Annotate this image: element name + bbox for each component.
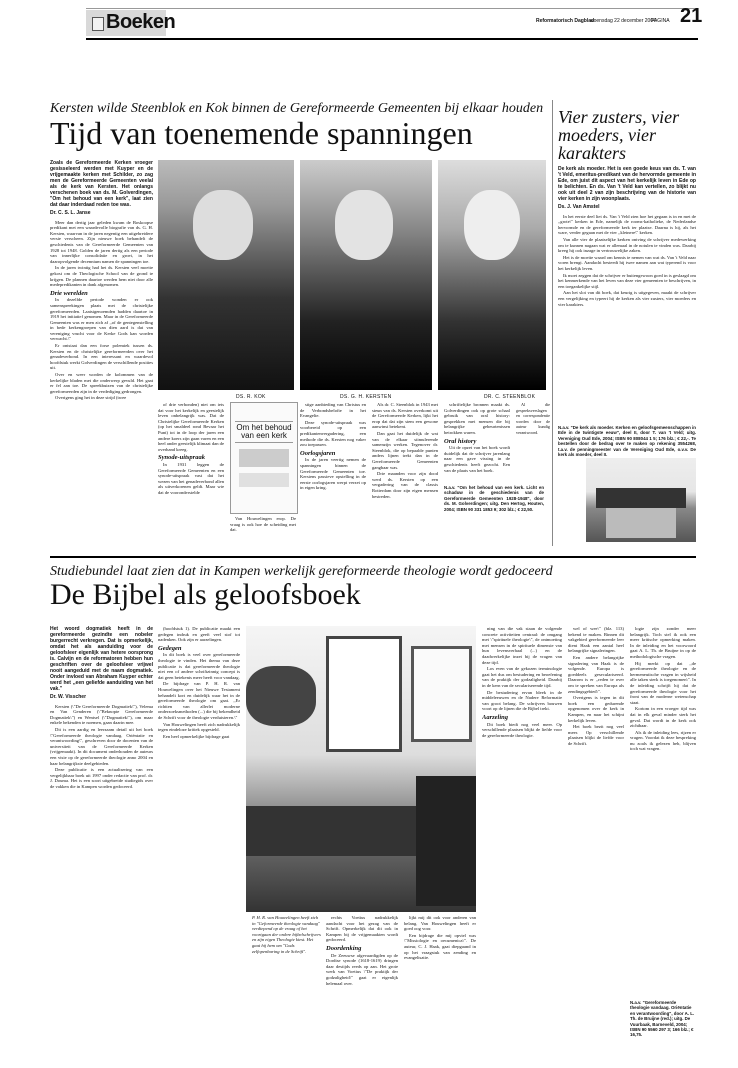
article3-column-1: Het woord dogmatiek heeft in de gereformeerde gezindte een nobeler burgerrecht verkregen. Dat is opmerkelijk, omdat het als aanduiding voor de geloofsleer eigenlijk van hetere oorsprong is. Calvijn en de reformatoren hebben hun geschriften over de geloofsleer vrijwel nooit aangeduid met de naam dogmatiek. Onder invloed van Abraham Kuyper echter werd het ,,een geliefde aanduiding van het vak." Dr. W. Visscher Kersten (\"De Gereformeerde Dogmatiek\"), Velema en Van Genderen (\"Beknopte Gereformeerde Dogmatiek\") en Wentsel (\"Dogmatiek\"), om maar enkele bekenden te noemen, gaan daarin mee. Dit is een aardig en leerzaam detail uit het boek \"Gereformeerde theologie vandaag. Oriëntatie en verantwoording\", geschreven door de docenten van de universiteit van de Gereformeerde Kerken (vrijgemaakt). In dit document onderhouden de auteurs een visie op de gereformeerde theologie anno 2004 en haar belangrijkste deelgebieden. Deze publicatie is een actualisering van een vergelijkbaar boek uit 1997 onder redactie van prof. dr. J. Douma. Het is een soort uitgebreide studiegids over de vakken die in Kampen worden gedoceerd.: [50, 626, 153, 789]
caption-kok: DS. R. KOK: [236, 394, 266, 400]
window: [411, 646, 472, 742]
article3-column-7: logie zijn zonder meer belangrijk. Toch stel ik ook een meer kritische opmerking maken. In de inleiding en het voorwoord gaat A. L. Th. de Bruijne in op de methodologische vragen. Hij merkt op dat ,,de gereformeerde theologie en de hermeneutische vragen in wijsheid alle taken sterk is toegenomen\". In de inleiding schrijft hij dat de gereformeerde theologie voor het front van de moderne wetenschap staat. Kortom in een vroeger tijd was dat in elk geval minder sterk het geval. Dat wordt in de kerk ook zichtbaar. Als ik de inleiding lees, rijzen er vragen. Voordat ik deze bespreking nu zoals ik gelezen heb, blijven toch wat vragen.: [630, 626, 696, 752]
book-cover: [230, 402, 298, 514]
section-title: Boeken: [106, 11, 176, 33]
article3-headline: De Bijbel als geloofsboek: [50, 578, 361, 611]
article3-column-6: wel of wee\" (blz. 113) bekend te maken. Binnen dit vakgebied gereformeerde leer dient Haak een aantal heel belangrijke signaleringen. Een andere belangrijke signalering van Haak is de volgende. Europa is goeddeels geseculariseerd. Daarom is er ,,reden te over om te spreken van Europa als zendingsgebied\". Overigens is tegen in dit boek een gedurende opgenomen over de kerk in Kampen, en naar het schijnt kerkelijk leven. Het boek bezit nog veel meer. Op verschillende plaatsen blijkt de liefde voor de Schrift.: [568, 626, 624, 746]
photo-dr-steenblok: [438, 160, 546, 390]
photo-church-ede: [586, 458, 696, 542]
window: [326, 636, 402, 752]
article2-column: De kerk als moeder. Het is een goede keus van ds. T. van 't Veld, emeritus-predikant van de hervormde gemeente in Ede, om juist dit aspect van het kerkelijk leven in Ede op te belichten. En ds. Van 't Veld kan vertellen, zo blijkt nu ook uit deel 2 van zijn beschrijving van de historie van vier kerken in zijn woonplaats. Ds. J. Van Amstel In het eerste deel liet ds. Van 't Veld zien hoe het gegaan is in en met de ,,grote\" kerken in Ede, namelijk de rooms-katholieke, de Nederlandse hervormde en de gereformeerde kerk ter plaatse. Daarna is hij, als het ware, verder gegaan met de vier ,,kleinere\" kerken. Van alle vier de plaatselijke kerken ontving de schrijver medewerking om te kunnen nagaan wat er allemaal in de notulen te vinden was. Daarbij kreeg hij ook inzage in vertrouwelijke zaken. Het is de moeite waard om kennis te nemen van wat ds. Van 't Veld naar voren brengt. Aandacht besteedt hij twee namen aan wat typerend is voor het kerkelijk leven. Ik moet zeggen dat de schrijver er buitengewoon goed in is geslaagd om het kenmerkende van het leven van deze vier gemeenten te beschrijven, in een toegankelijke stijl. Aan het slot van dit boek, dat keurig is uitgegeven, maakt de schrijver een vergelijking en typeert hij de kerken als vier zusters, vier moeders en vier karakters.: [558, 166, 696, 307]
article1-byline: Dr. C. S. L. Janse: [50, 210, 91, 216]
article3-nav: N.a.v. "Gereformeerde theologie vandaag. Oriëntatie en verantwoording", door A. L. Th. de Bruijne (red.); uitg. De Vuurbaak, Barneveld, 2004; ISBN 90 5560 297 3; 166 blz.; € 16,75.: [630, 1000, 695, 1038]
section-logo: [86, 10, 176, 36]
caption-kersten: DS. G. H. KERSTEN: [340, 394, 392, 400]
article3-subhead-2: Doordenking: [326, 944, 362, 952]
photo-face: [464, 190, 520, 260]
sidebar-divider: [552, 100, 553, 546]
article1-column-3: Van Houwelingen erop. De vraag is ook hoe de scheiding met dat.: [230, 516, 296, 533]
section-divider: [50, 556, 696, 558]
page-date: woensdag 22 december 2004: [590, 18, 656, 24]
logo-square-icon: [92, 17, 104, 31]
church-roof: [596, 488, 686, 508]
article3-kicker: Studiebundel laat zien dat in Kampen werkelijk gereformeerde theologie wordt gedoceerd: [50, 564, 553, 579]
page-number: 21: [680, 5, 703, 27]
article3-column-5: ning van die vak staan de volgende concrete activiteiten centraal: de omgang met \"spirituele theologie\", de ontmoeting met mensen in de spirituele dimensie van hun levensverhaal (...) en de daadwerkelijke inzet bij de vragen van deze tijd. Los even van de gekozen terminologie gaat het dus om bestudering en beoefening van de praktijk der godzaligheid. Daarbij in de kern van de seculariserende tijd. De bestudering ervan bleek in de middeleeuwen en de Nadere Reformatie van groot belang. De schrijvers bouwen voort op de lijnen die de Bijbel trekt. Aarzeling Dit boek biedt nog veel meer. Op verschillende plaatsen blijkt de liefde voor de gereformeerde theologie.: [482, 626, 562, 738]
article1-subhead-2: Synode-uitspraak: [158, 454, 205, 462]
article1-column-2: of drie verbonden) niet om iets dat voor het kerkelijk en geestelijk leven onbelangrijk was. Dat de Christelijke Gereformeerde Kerken (op het smaldeel rond Bevaar het Punt) tot in de loop der jaren een andere koers zijn gaan varen en een heel ander geestelijk klimaat dan de overhand kreeg. Synode-uitspraak In 1931 leggen de Gereformeerde Gemeenten en een synode-uitspraak vast dat het wezen van het genadeverbond allen als uitverkorenen geldt. Maar wie dat de vooronderstelde: [158, 402, 224, 495]
article3-photo-caption: P. H. R. van Houwelingen heeft zich in "Geformeerde theologie vandaag" verdiepend op de vraag of het voortgaan der ordere bijbelschrijvers en zijn eigen Theologie kiest. Het gaat hij hem om "Gods zelfopenbaring in de Schrift".: [252, 915, 321, 954]
book-cover-art: [239, 449, 289, 467]
article1-kicker: Kersten wilde Steenblok en Kok binnen de Gereformeerde Gemeenten bij elkaar houden: [50, 101, 544, 116]
article1-subhead-5: Oral history: [444, 437, 477, 445]
article2-byline: Ds. J. Van Amstel: [558, 204, 600, 210]
header-rule-top: [86, 8, 698, 9]
photo-library: [246, 626, 476, 912]
bookshelf: [416, 776, 476, 906]
article2-headline: Vier zusters, vier moeders, vier karakters: [558, 107, 680, 163]
newspaper-name: Reformatorisch Dagblad: [536, 18, 595, 24]
article1-subhead-1: Drie werelden: [50, 289, 88, 297]
photo-face: [193, 190, 253, 260]
article3-column-2: (hoofdstuk 1). De publicatie maakt een gedegen indruk en geeft veel stof tot nadenken. Ook zijn er aarzelingen. Gedegen In dit boek is veel over gereformeerde theologie te vinden. Het thema van deze publicatie is dat gereformeerde theologie niet een of andere schriftzinnig concept is dat geen betekenis meer heeft voor vandaag. De bijdrage van P. H. R. van Houwelingen over het Nieuwe Testament behandelt kort en duidelijk waar het in de gereformeerde theologie om gaat. ,,Er richtten van allerlei moderne onderzoeksmethoden (...) die bij bekendheid de Schrift voor de theologie verduisteren.\" Van Houwelingen heeft zich nadrukkelijk tegen eindeloze kritiek opgesteld. Een heel opmerkelijke bijdrage gaat: [158, 626, 240, 739]
caption-steenblok: DR. C. STEENBLOK: [484, 394, 536, 400]
article2-lead: De kerk als moeder. Het is een goede keus van ds. T. van 't Veld, emeritus-predikant van de hervormde gemeente in Ede, om juist dit aspect van het kerkelijk leven in Ede op te belichten. En ds. Van 't Veld kan vertellen, zo blijkt nu ook uit deel 2 van zijn beschrijving van de historie van vier kerken in zijn woonplaats.: [558, 166, 696, 202]
book-cover-band: [239, 473, 289, 487]
article3-lead: Het woord dogmatiek heeft in de gereformeerde gezindte een nobeler burgerrecht verkregen. Dat is opmerkelijk, omdat het als aanduiding voor de geloofsleer eigenlijk van hetere oorsprong is. Calvijn en de reformatoren hebben hun geschriften over de geloofsleer vrijwel nooit aangeduid met de naam dogmatiek. Onder invloed van Abraham Kuyper echter werd het ,,een geliefde aanduiding van het vak.": [50, 626, 153, 692]
article1-lead: Zoals de Gereformeerde Kerken vroeger gesisseleerd werden met Kuyper en de vrijgemaakte kerken met Schilder, zo zag men de Gereformeerde Gemeenten veelal als de kerk van Kersten. Het onlangs verschenen boek van ds. M. Golverdingen, "Om het behoud van een kerk", laat zien dat daar inderdaad reden toe was.: [50, 160, 153, 208]
article1-column-6: schriftelijke bronnen maakt ds. Golverdingen ook op grote schaal gebruik van oral history: gesprekken met mensen die bij belangrijke gebeurtenissen betrokken waren. Oral history Uit de opzet van het boek wordt duidelijk dat de schrijver jarenlang naar een gave vissing in de geschiedenis heeft gezocht. Een van de plaats van het boek.: [444, 402, 510, 473]
article3-column-3: rechts Voetius nadrukkelijk aandacht voor het gezag van de Schrift. Opmerkelijk dat dit ook in Kampen bij de vrijgemaakten wordt gedoceerd. Doordenking De Zeeuwse afgevaardigden op de Dordtse synode (1618-1619) dringen daar destijds reeds op aan. Het grote werk van Voetius \"De praktijk der godzaligheid\" gaat er eigenlijk helemaal over.: [326, 915, 398, 986]
photo-ds-kok: [158, 160, 294, 390]
photo-face: [335, 190, 393, 260]
article1-nav: N.a.v. "Om het behoud van een kerk. Licht en schaduw in de geschiedenis van de Gereformeerde Gemeenten 1928-1948", door ds. M. Golverdingen; uitg. Den Hertog, Houten, 2004; ISBN 90 331 1853 9; 302 blz.; € 22,50.: [444, 485, 544, 512]
article1-headline: Tijd van toenemende spanningen: [50, 115, 473, 151]
plant: [246, 666, 316, 726]
page-label: PAGINA: [651, 18, 670, 24]
article1-column-7: Al die gespreksverslagen en correspondentie worden door de auteur kundig verantwoord.: [516, 402, 550, 435]
header-rule: [86, 38, 698, 40]
church-wall: [606, 508, 676, 538]
photo-ds-kersten: [300, 160, 432, 390]
article1-column-5: Als dr. C. Steenblok in 1943 met steun van ds. Kersten overkomt uit de Gereformeerde Kerken, lijkt het erop dat dat zijn stem een gewone aanwinst betekent. Dan gaat het duidelijk de wat van de elkaar stimulerende samenzijn werken. Tegenover dr. Steenblok, die op bepaalde punten anders lijnen trekt dan in de Gereformeerde Gemeenten gangbaar was. Drie maanden voor zijn dood werd ds. Kersten op een vergadering van de classis Rotterdam door zijn eigen mensen bestreden.: [372, 402, 438, 499]
article1-column-4: stige aanbieding van Christus en de Verbondsbelofte in het Evangelie. Deze synode-uitspraak was voorbereid op een predikantenvergadering, een methode die ds. Kersten nog vaker zou toepassen. Oorlogsjaren In de jaren veertig nemen de spanningen binnen de Gereformeerde Gemeenten toe. Kerstens passieve opstelling in de eerste oorlogsjaren werpt verzet op in eigen kring.: [300, 402, 366, 491]
article2-nav: N.a.v. "De kerk als moeder. Kerken en geloofsgemeenschappen in Ede in de twintigste eeuw", deel II, door T. van 't Veld; uitg. Vereniging Oud Ede, 2004; ISBN 90 808044 1 5; 176 blz.; € 22,-. Te bestellen door de bedrag over te maken op rekening 3554268, t.a.v. de penningmeester van de Vereniging Oud Ede, o.v.v. De kerk als moeder, deel II.: [558, 425, 696, 458]
article3-column-4: lijkt mij dit ook voor anderen van belang. Van Houwelingen heeft er goed oog voor. Een bijdrage die mij opviel was \"Missiologie en oecumenica\". De auteur, C. J. Haak, gaat diepgaand in op het vraagstuk van zending en evangelisatie.: [404, 915, 476, 961]
article3-byline: Dr. W. Visscher: [50, 694, 87, 700]
article3-subhead-1: Gedegen: [158, 644, 182, 652]
article3-subhead-3: Aarzeling: [482, 713, 509, 721]
book-cover-title: Om het behoud van een kerk: [235, 421, 293, 443]
article1-subhead-3: Oorlogsjaren: [300, 449, 336, 457]
article1-column-1: Zoals de Gereformeerde Kerken vroeger gesisseleerd werden met Kuyper en de vrijgemaakte kerken met Schilder, zo zag men de Gereformeerde Gemeenten veelal als de kerk van Kersten. Het onlangs verschenen boek van ds. M. Golverdingen, "Om het behoud van een kerk", laat zien dat daar inderdaad reden toe was. Dr. C. S. L. Janse Meer dan dertig jaar geleden kwam de Boskoopse predikant met een waardevolle biografie van ds. G. H. Kersten, waarvan in de jaren negentig een uitgebreidere versie verscheen. Zijn nieuwe boek behandelt de geschiedenis van de Gereformeerde Gemeenten van 1928 tot 1948. Golden de jaren dertig als een periode van innerlijke consolidatie en groei, in het daaropvolgende decennium namen de spanningen toe. In de jaren twintig had het ds. Kersten veel moeite gekost om de Theologische School van de grond te krijgen. De plannen daartoe werden hem niet door alle medepredikanten in dank afgenomen. Drie werelden In dezelfde periode wonden er ook samenspreekingen plaats met de christelijke gereformeerden. Laatstgenoemden hadden daartoe in 1919 het initiatief genomen. Maar in de Gereformeerde Gemeenten was er men zich af ,,of de gentegenstelling in bede kerkengroepen van dien aard is dat van vereniging vrucht voor de Kerke Gods kan worden verwacht.\" Er ontstaat dan een forse polemiek tussen ds. Kersten en de christelijke gereformeerden over het genadeverbond. In een interessant en waardevol hoofdstuk werkt Golverdingen de verschillende posities uit. Over en weer worden de kolommen van de kerkelijke bladen met die onderwerp gevuld. Het gaat er fel aan toe. De spreekbuizen van de christelijke gereformeerden zijn in de verdediging gedrongen. Overigens ging het in deze strijd (twee: [50, 160, 153, 401]
